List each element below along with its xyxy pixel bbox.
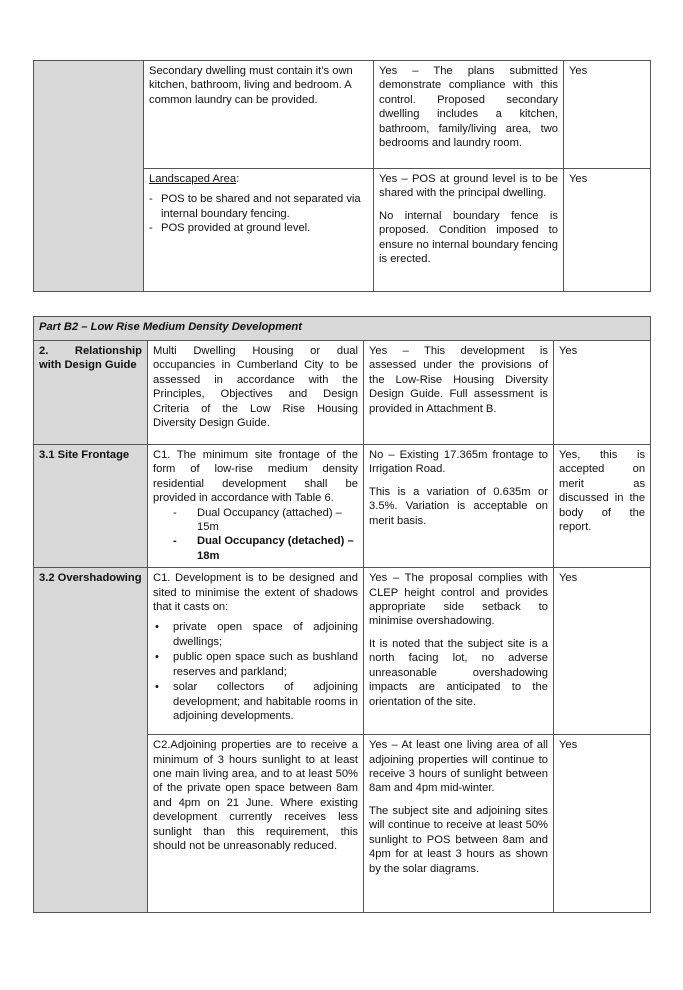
- table-header-row: [34, 317, 651, 341]
- table-row: [34, 61, 651, 169]
- complies-cell: [554, 735, 651, 913]
- control-list: [149, 192, 368, 235]
- assessment-cell: [364, 341, 554, 445]
- assessment-text: Yes – This development is assessed under the provisions of the Low-Rise Housing Diversity Design Guide. Full assessment is provided in Attachment B.: [369, 345, 548, 415]
- complies-text: Yes: [559, 345, 578, 357]
- control-text: Secondary dwelling must contain it’s own kitchen, bathroom, living and bedroom. A common laundry can be provided.: [149, 65, 353, 106]
- list-item: - POS to be shared and not separated via internal boundary fencing.: [149, 192, 368, 221]
- complies-cell: [554, 445, 651, 568]
- complies-cell: [554, 568, 651, 735]
- control-title-text: Landscaped Area: [149, 173, 237, 185]
- table-row: [34, 445, 651, 568]
- control-cell: [148, 341, 364, 445]
- list-item: • solar collectors of adjoining development; and habitable rooms in adjoining developments.: [153, 680, 358, 723]
- list-item: • public open space such as bushland reserves and parkland;: [153, 650, 358, 679]
- control-cell: [148, 735, 364, 913]
- control-cell: [148, 568, 364, 735]
- compliance-table-secondary-dwelling: [33, 60, 651, 292]
- assessment-cell: [364, 568, 554, 735]
- section-heading-cell: [34, 341, 148, 445]
- complies-text: Yes, this is accepted on merit as discussed in the body of the report.: [559, 449, 646, 534]
- control-cell: [144, 61, 374, 169]
- bullet-list: [153, 620, 358, 723]
- list-item: - Dual Occupancy (attached) – 15m: [153, 506, 358, 535]
- list-item: • private open space of adjoining dwellings;: [153, 620, 358, 649]
- complies-cell: [554, 341, 651, 445]
- complies-text: Yes: [569, 65, 588, 77]
- section-heading-cell: [34, 568, 148, 913]
- complies-cell: [564, 61, 651, 169]
- complies-text: Yes: [559, 739, 578, 752]
- list-item: - POS provided at ground level.: [149, 221, 368, 235]
- complies-cell: [564, 169, 651, 292]
- control-cell: [144, 169, 374, 292]
- assessment-text: Yes – At least one living area of all adjoining properties will continue to receive 3 hours of sunlight between 8am and 4pm mid-winter.: [369, 739, 548, 795]
- assessment-text: Yes – POS at ground level is to be shared with the principal dwelling.: [379, 173, 558, 200]
- option-list: [153, 506, 358, 564]
- assessment-text: The subject site and adjoining sites will continue to receive at least 50% sunlight to POS between 8am and 4pm for at least 3 hours as shown by the solar diagrams.: [369, 804, 548, 875]
- part-heading: Part B2 – Low Rise Medium Density Development: [34, 317, 651, 341]
- control-text: C1. The minimum site frontage of the form of low-rise medium density residential development shall be provided in accordance with Table 6.: [153, 449, 358, 505]
- complies-text: Yes: [559, 572, 578, 585]
- control-text: C2.Adjoining properties are to receive a minimum of 3 hours sunlight to at least one main living area, and to at least 50% of the private open space between 8am and 4pm on 21 June. Where existing development currently receives less sunlight than this requirement, this should not be unreasonably reduced.: [153, 739, 358, 853]
- assessment-cell: [364, 735, 554, 913]
- assessment-cell: [374, 61, 564, 169]
- complies-text: Yes: [569, 173, 588, 185]
- section-heading: 2. Relationship with Design Guide: [39, 345, 142, 372]
- list-item: - Dual Occupancy (detached) – 18m: [153, 534, 358, 563]
- control-title: [149, 172, 368, 186]
- table-row: [34, 568, 651, 735]
- assessment-text: No – Existing 17.365m frontage to Irrigation Road.: [369, 449, 548, 476]
- assessment-text: Yes – The proposal complies with CLEP height control and provides appropriate side setback to minimise overshadowing.: [369, 572, 548, 628]
- control-title-suffix: :: [236, 173, 240, 185]
- section-heading-cell: [34, 445, 148, 568]
- section-heading-cell: [34, 61, 144, 292]
- control-text: C1. Development is to be designed and sited to minimise the extent of shadows that it casts on:: [153, 572, 358, 614]
- table-row: [34, 341, 651, 445]
- section-heading: 3.1 Site Frontage: [39, 449, 130, 461]
- assessment-text: Yes – The plans submitted demonstrate compliance with this control. Proposed secondary dwelling includes a kitchen, bathroom, family/living area, two bedrooms and laundry room.: [379, 65, 558, 150]
- assessment-cell: [374, 169, 564, 292]
- control-text: Multi Dwelling Housing or dual occupancies in Cumberland City to be assessed in accordance with the Principles, Objectives and Design Criteria of the Low Rise Housing Diversity Design Guide.: [153, 345, 358, 430]
- control-cell: [148, 445, 364, 568]
- assessment-text: No internal boundary fence is proposed. Condition imposed to ensure no internal boundary fencing is erected.: [379, 209, 558, 266]
- assessment-text: This is a variation of 0.635m or 3.5%. Variation is acceptable on merit basis.: [369, 485, 548, 527]
- section-heading: 3.2 Overshadowing: [39, 572, 142, 585]
- compliance-table-part-b2: [33, 316, 651, 913]
- assessment-text: It is noted that the subject site is a north facing lot, no adverse unreasonable overshadowing impacts are anticipated to the orientation of the site.: [369, 637, 548, 708]
- assessment-cell: [364, 445, 554, 568]
